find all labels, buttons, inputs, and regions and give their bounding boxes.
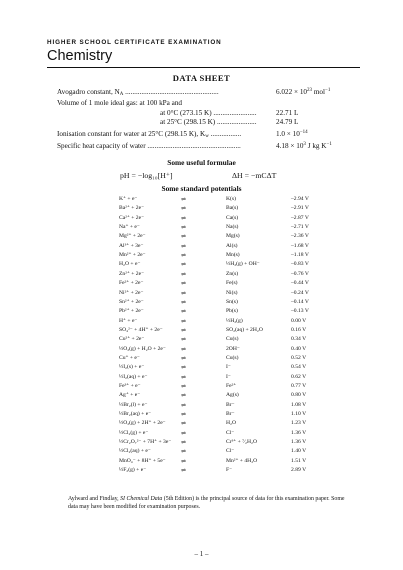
potential-right: I⁻ [226,364,231,371]
equilibrium-arrow: ⇌ [181,262,187,269]
constant-gas-volume-0c-value: 22.71 L [276,109,299,117]
equilibrium-arrow: ⇌ [181,468,187,475]
potential-value: 1.36 V [291,429,307,436]
potential-left: MnO₄⁻ + 8H⁺ + 5e⁻ [119,457,166,464]
potential-left: Fe²⁺ + 2e⁻ [119,280,144,287]
potential-value: 1.51 V [291,457,307,464]
standard-potentials-table [0,196,403,476]
data-sheet-title: DATA SHEET [172,73,231,83]
equilibrium-arrow: ⇌ [181,215,187,222]
potential-left: K⁺ + e⁻ [119,196,138,202]
potential-value: –0.83 V [291,261,309,268]
potential-right: Br⁻ [226,401,235,408]
equilibrium-arrow: ⇌ [181,365,187,372]
constant-water-ionisation: Ionisation constant for water at 25°C (298.15 K), $K_w$ ................. [57,130,242,139]
potential-value: 2.89 V [291,467,307,474]
potential-right: Br⁻ [226,411,235,418]
potential-right: F⁻ [226,467,233,474]
potential-value: –2.36 V [291,233,309,240]
potential-left: Al³⁺ + 3e⁻ [119,242,144,249]
potential-value: 1.23 V [291,420,307,427]
constant-gas-volume-25c-value: 24.79 L [276,118,299,126]
potential-left: Cu⁺ + e⁻ [119,354,140,361]
constant-gas-volume-0c: at 0°C (273.15 K) ........................ [160,109,257,117]
potential-left: Fe³⁺ + e⁻ [119,383,141,389]
potential-right: Na(s) [226,224,239,231]
potential-right: Sn(s) [226,298,238,305]
constant-gas-volume: Volume of 1 mole ideal gas: at 100 kPa and [57,99,183,107]
ph-formula: pH = −log₁₀[H⁺] [120,171,173,180]
equilibrium-arrow: ⇌ [181,281,187,288]
potential-value: –0.44 V [291,280,309,287]
equilibrium-arrow: ⇌ [181,402,187,409]
constant-heat-capacity: Specific heat capacity of water .................................................... [57,142,241,150]
potential-right: Ca(s) [226,214,239,221]
subject-title: Chemistry [47,48,113,64]
potential-row [0,467,403,477]
potential-value: 0.16 V [291,326,307,333]
potential-left: Sn²⁺ + 2e⁻ [119,298,144,305]
potential-value: –2.94 V [291,196,309,202]
equilibrium-arrow: ⇌ [181,384,187,390]
potential-value: –2.71 V [291,224,309,231]
potential-right: Cu(s) [226,354,239,361]
potential-left: Ni²⁺ + 2e⁻ [119,289,144,296]
potential-value: 0.80 V [291,392,307,399]
source-reference: SI Chemical Data [120,496,163,502]
header-rule [47,67,360,68]
potential-value: 0.34 V [291,336,307,343]
source-note: Aylward and Findlay, SI Chemical Data (5th Edition) is the principal source of data for this examination paper. Some data may have been modified for examination purposes. [68,496,345,510]
equilibrium-arrow: ⇌ [181,225,187,232]
potential-value: –1.18 V [291,252,309,259]
equilibrium-arrow: ⇌ [181,290,187,297]
page-number: – 1 – [194,550,209,558]
potential-right: Mg(s) [226,233,240,240]
enthalpy-formula: ΔH = −mCΔT [232,171,277,180]
equilibrium-arrow: ⇌ [181,374,187,381]
potential-left: ½Cr₂O₇²⁻ + 7H⁺ + 3e⁻ [119,439,172,446]
equilibrium-arrow: ⇌ [181,299,187,306]
constant-heat-capacity-value: $4.18 \times 10^3$ J kg $K^{-1}$ [276,142,332,150]
equilibrium-arrow: ⇌ [181,243,187,250]
equilibrium-arrow: ⇌ [181,421,187,428]
potential-left: ½I₂(aq) + e⁻ [119,373,148,380]
potential-left: SO₄²⁻ + 4H⁺ + 2e⁻ [119,326,163,333]
potential-right: K(s) [226,196,236,202]
potential-value: 0.54 V [291,364,307,371]
equilibrium-arrow: ⇌ [181,337,187,344]
potential-value: –2.87 V [291,214,309,221]
constant-avogadro: Avogadro constant, $N_A$ .................................................... [57,88,219,97]
potential-right: H₂O [226,420,237,427]
potential-right: Cl⁻ [226,429,235,436]
potential-value: –1.68 V [291,242,309,249]
potential-left: ½Br₂(aq) + e⁻ [119,411,152,418]
potential-right: Al(s) [226,242,238,249]
equilibrium-arrow: ⇌ [181,412,187,419]
equilibrium-arrow: ⇌ [181,393,187,400]
potential-value: 0.52 V [291,354,307,361]
potential-right: Ag(s) [226,392,239,399]
equilibrium-arrow: ⇌ [181,318,187,325]
potential-right: Fe(s) [226,280,238,287]
potential-right: ½H₂(g) [226,317,243,324]
potential-right: Ba(s) [226,205,239,212]
potential-left: Pb²⁺ + 2e⁻ [119,308,144,315]
potential-left: Ca²⁺ + 2e⁻ [119,214,145,221]
potential-value: 0.00 V [291,317,307,324]
potential-right: 2OH⁻ [226,345,240,352]
potential-left: Cu²⁺ + 2e⁻ [119,336,145,343]
equilibrium-arrow: ⇌ [181,206,187,213]
potential-left: ½F₂(g) + e⁻ [119,467,147,474]
potential-left: ½O₂(g) + H₂O + 2e⁻ [119,345,166,352]
potential-right: Cl⁻ [226,448,235,455]
equilibrium-arrow: ⇌ [181,440,187,447]
potential-left: ½I₂(s) + e⁻ [119,364,145,371]
potential-value: –2.91 V [291,205,309,212]
potential-value: 0.77 V [291,383,307,389]
equilibrium-arrow: ⇌ [181,197,187,203]
potential-left: Mg²⁺ + 2e⁻ [119,233,146,240]
potential-value: 1.10 V [291,411,307,418]
potential-right: SO₂(aq) + 2H₂O [226,326,263,333]
potential-right: Mn²⁺ + 4H₂O [226,457,258,464]
potential-value: –0.14 V [291,298,309,305]
equilibrium-arrow: ⇌ [181,355,187,362]
potential-value: 1.36 V [291,439,307,446]
potential-left: Zn²⁺ + 2e⁻ [119,270,145,277]
potential-left: H₂O + e⁻ [119,261,141,268]
potential-right: Fe²⁺ [226,383,237,389]
equilibrium-arrow: ⇌ [181,253,187,260]
potential-right: I⁻ [226,373,231,380]
equilibrium-arrow: ⇌ [181,458,187,465]
constant-avogadro-value: $6.022 \times 10^{23}$ mol$^{-1}$ [276,88,331,96]
formulae-heading: Some useful formulae [167,158,236,167]
potential-right: Pb(s) [226,308,238,315]
potential-value: 1.08 V [291,401,307,408]
potential-left: H⁺ + e⁻ [119,317,138,324]
equilibrium-arrow: ⇌ [181,449,187,456]
equilibrium-arrow: ⇌ [181,327,187,334]
potential-left: ½Br₂(l) + e⁻ [119,401,148,408]
potential-right: Mn(s) [226,252,240,259]
potential-right: Cr³⁺ + ⁷⁄₂H₂O [226,439,258,446]
potential-value: 1.40 V [291,448,307,455]
equilibrium-arrow: ⇌ [181,271,187,278]
potential-value: –0.24 V [291,289,309,296]
equilibrium-arrow: ⇌ [181,346,187,353]
potentials-heading: Some standard potentials [161,184,242,193]
equilibrium-arrow: ⇌ [181,234,187,241]
constant-gas-volume-25c: at 25°C (298.15 K) ...................... [160,118,257,126]
potential-left: Mn²⁺ + 2e⁻ [119,252,146,259]
potential-right: Zn(s) [226,270,239,277]
potential-left: ½Cl₂(g) + e⁻ [119,429,149,436]
potential-value: 0.62 V [291,373,307,380]
potential-left: ½Cl₂(aq) + e⁻ [119,448,151,455]
equilibrium-arrow: ⇌ [181,430,187,437]
potential-value: –0.13 V [291,308,309,315]
exam-name: HIGHER SCHOOL CERTIFICATE EXAMINATION [47,39,222,46]
potential-left: ½O₂(g) + 2H⁺ + 2e⁻ [119,420,166,427]
potential-right: ½H₂(g) + OH⁻ [226,261,260,268]
potential-left: Ag⁺ + e⁻ [119,392,141,399]
constant-water-ionisation-value: $1.0 \times 10^{-14}$ [276,130,308,138]
potential-left: Na⁺ + e⁻ [119,224,140,231]
potential-right: Cu(s) [226,336,239,343]
potential-left: Ba²⁺ + 2e⁻ [119,205,145,212]
potential-value: 0.40 V [291,345,307,352]
potential-value: –0.76 V [291,270,309,277]
potential-right: Ni(s) [226,289,238,296]
equilibrium-arrow: ⇌ [181,309,187,316]
